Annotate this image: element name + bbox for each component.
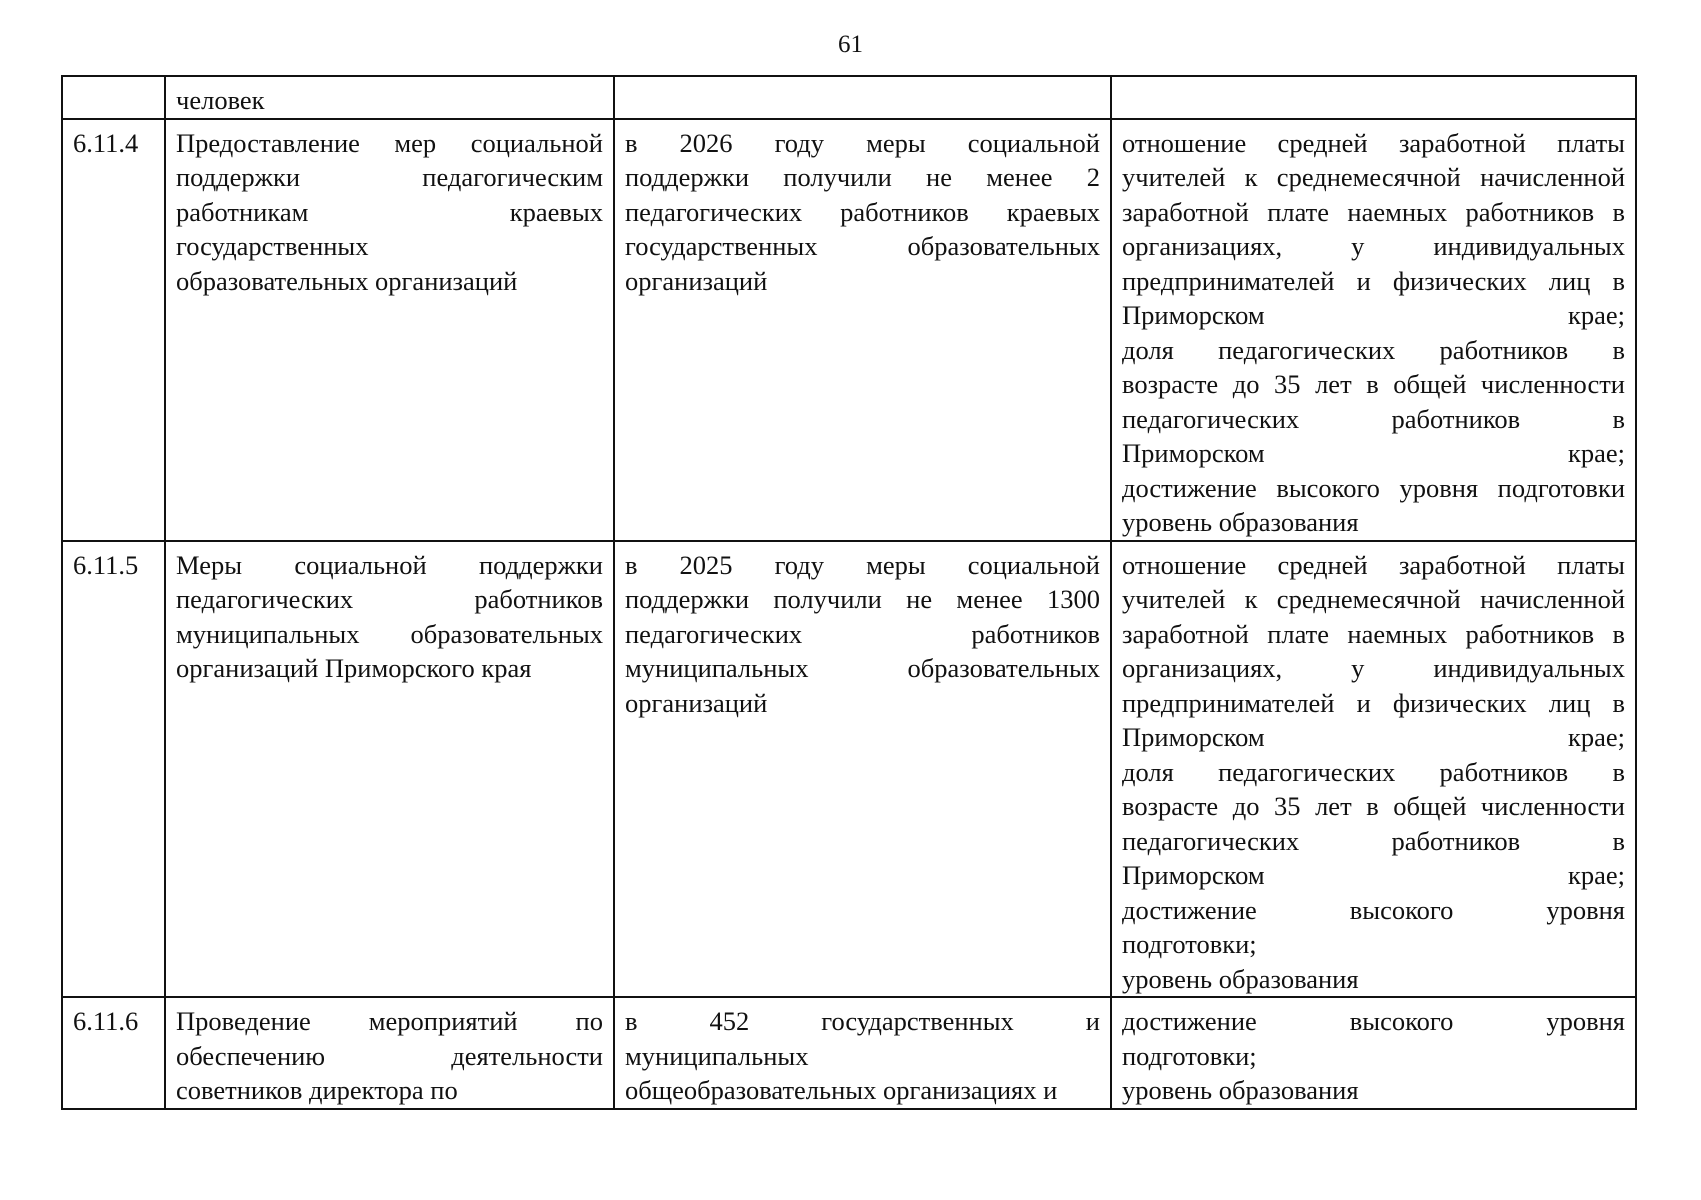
row-number bbox=[62, 76, 165, 119]
result-cell bbox=[614, 119, 1111, 541]
indicator-cell-line: отношение средней заработной платы bbox=[1122, 127, 1625, 158]
event-cell-line: Меры социальной поддержки bbox=[176, 549, 603, 580]
indicator-cell-line: доля педагогических работников в bbox=[1122, 756, 1625, 787]
indicator-cell-line: достижение высокого уровня bbox=[1122, 1006, 1625, 1036]
indicator-cell bbox=[1111, 119, 1636, 541]
event-cell-line: поддержки педагогическим bbox=[176, 162, 603, 192]
table-row bbox=[62, 119, 1636, 541]
result-cell-line: педагогических работников bbox=[625, 618, 1100, 649]
indicator-cell bbox=[1111, 76, 1636, 119]
event-cell-line: муниципальных образовательных bbox=[176, 618, 603, 649]
indicator-cell-line: педагогических работников в bbox=[1122, 403, 1625, 434]
table-row bbox=[62, 76, 1636, 119]
indicator-cell-line: организациях, у индивидуальных bbox=[1122, 653, 1625, 683]
event-cell-line: образовательных организаций bbox=[176, 265, 518, 296]
indicator-cell-line: Приморском крае; bbox=[1122, 860, 1625, 890]
indicator-cell-line: уровень образования bbox=[1122, 1075, 1359, 1105]
indicator-cell-line: заработной плате наемных работников в bbox=[1122, 196, 1625, 227]
indicator-cell-line: уровень образования bbox=[1122, 963, 1359, 994]
result-cell-line: педагогических работников краевых bbox=[625, 196, 1100, 227]
indicator-cell-line: организациях, у индивидуальных bbox=[1122, 231, 1625, 261]
row-number: 6.11.5 bbox=[62, 541, 165, 998]
indicator-cell-line: достижение высокого уровня bbox=[1122, 894, 1625, 925]
result-cell-line: общеобразовательных организациях и bbox=[625, 1075, 1058, 1105]
indicator-cell-line: возрасте до 35 лет в общей численности bbox=[1122, 791, 1625, 821]
result-cell-line: муниципальных bbox=[625, 1040, 809, 1071]
result-cell-line: государственных образовательных bbox=[625, 231, 1100, 261]
row-number: 6.11.6 bbox=[62, 997, 165, 1109]
page-number: 61 bbox=[838, 31, 863, 58]
event-cell-line: Предоставление мер социальной bbox=[176, 127, 603, 158]
indicator-cell-line: предпринимателей и физических лиц в bbox=[1122, 687, 1625, 718]
event-cell-line: работникам краевых bbox=[176, 196, 603, 227]
result-cell bbox=[614, 76, 1111, 119]
indicator-cell-line: заработной плате наемных работников в bbox=[1122, 618, 1625, 649]
table-row bbox=[62, 997, 1636, 1109]
result-cell-line: поддержки получили не менее 1300 bbox=[625, 584, 1100, 614]
event-cell-line: советников директора по bbox=[176, 1075, 458, 1105]
result-cell-line: поддержки получили не менее 2 bbox=[625, 162, 1100, 192]
result-cell-line: муниципальных образовательных bbox=[625, 653, 1100, 683]
indicator-cell-line: достижение высокого уровня подготовки bbox=[1122, 472, 1625, 503]
event-cell bbox=[165, 76, 614, 119]
indicator-cell-line: педагогических работников в bbox=[1122, 825, 1625, 856]
result-cell bbox=[614, 997, 1111, 1109]
result-cell-line: в 2026 году меры социальной bbox=[625, 127, 1100, 158]
indicator-cell-line: предпринимателей и физических лиц в bbox=[1122, 265, 1625, 296]
indicator-cell-line: возрасте до 35 лет в общей численности bbox=[1122, 369, 1625, 399]
result-cell-line: организаций bbox=[625, 687, 768, 718]
indicator-cell-line: Приморском крае; bbox=[1122, 438, 1625, 468]
indicator-cell-line: учителей к среднемесячной начисленной bbox=[1122, 584, 1625, 614]
event-cell-line: человек bbox=[176, 85, 265, 115]
indicator-cell-line: доля педагогических работников в bbox=[1122, 334, 1625, 365]
event-cell-line: обеспечению деятельности bbox=[176, 1040, 603, 1071]
result-cell-line: в 452 государственных и bbox=[625, 1006, 1100, 1036]
measures-table bbox=[61, 75, 1637, 1110]
result-cell-line: в 2025 году меры социальной bbox=[625, 549, 1100, 580]
event-cell bbox=[165, 541, 614, 998]
indicator-cell-line: подготовки; bbox=[1122, 1040, 1257, 1071]
event-cell-line: педагогических работников bbox=[176, 584, 603, 614]
event-cell bbox=[165, 997, 614, 1109]
event-cell bbox=[165, 119, 614, 541]
table-row bbox=[62, 541, 1636, 998]
event-cell-line: государственных bbox=[176, 231, 369, 261]
event-cell-line: организаций Приморского края bbox=[176, 653, 532, 683]
result-cell-line: организаций bbox=[625, 265, 768, 296]
indicator-cell bbox=[1111, 541, 1636, 998]
row-number: 6.11.4 bbox=[62, 119, 165, 541]
indicator-cell-line: подготовки; bbox=[1122, 929, 1257, 959]
indicator-cell-line: уровень образования bbox=[1122, 507, 1359, 537]
event-cell-line: Проведение мероприятий по bbox=[176, 1006, 603, 1036]
result-cell bbox=[614, 541, 1111, 998]
indicator-cell-line: учителей к среднемесячной начисленной bbox=[1122, 162, 1625, 192]
indicator-cell bbox=[1111, 997, 1636, 1109]
indicator-cell-line: Приморском крае; bbox=[1122, 722, 1625, 752]
indicator-cell-line: отношение средней заработной платы bbox=[1122, 549, 1625, 580]
indicator-cell-line: Приморском крае; bbox=[1122, 300, 1625, 330]
table-body bbox=[62, 76, 1636, 1109]
